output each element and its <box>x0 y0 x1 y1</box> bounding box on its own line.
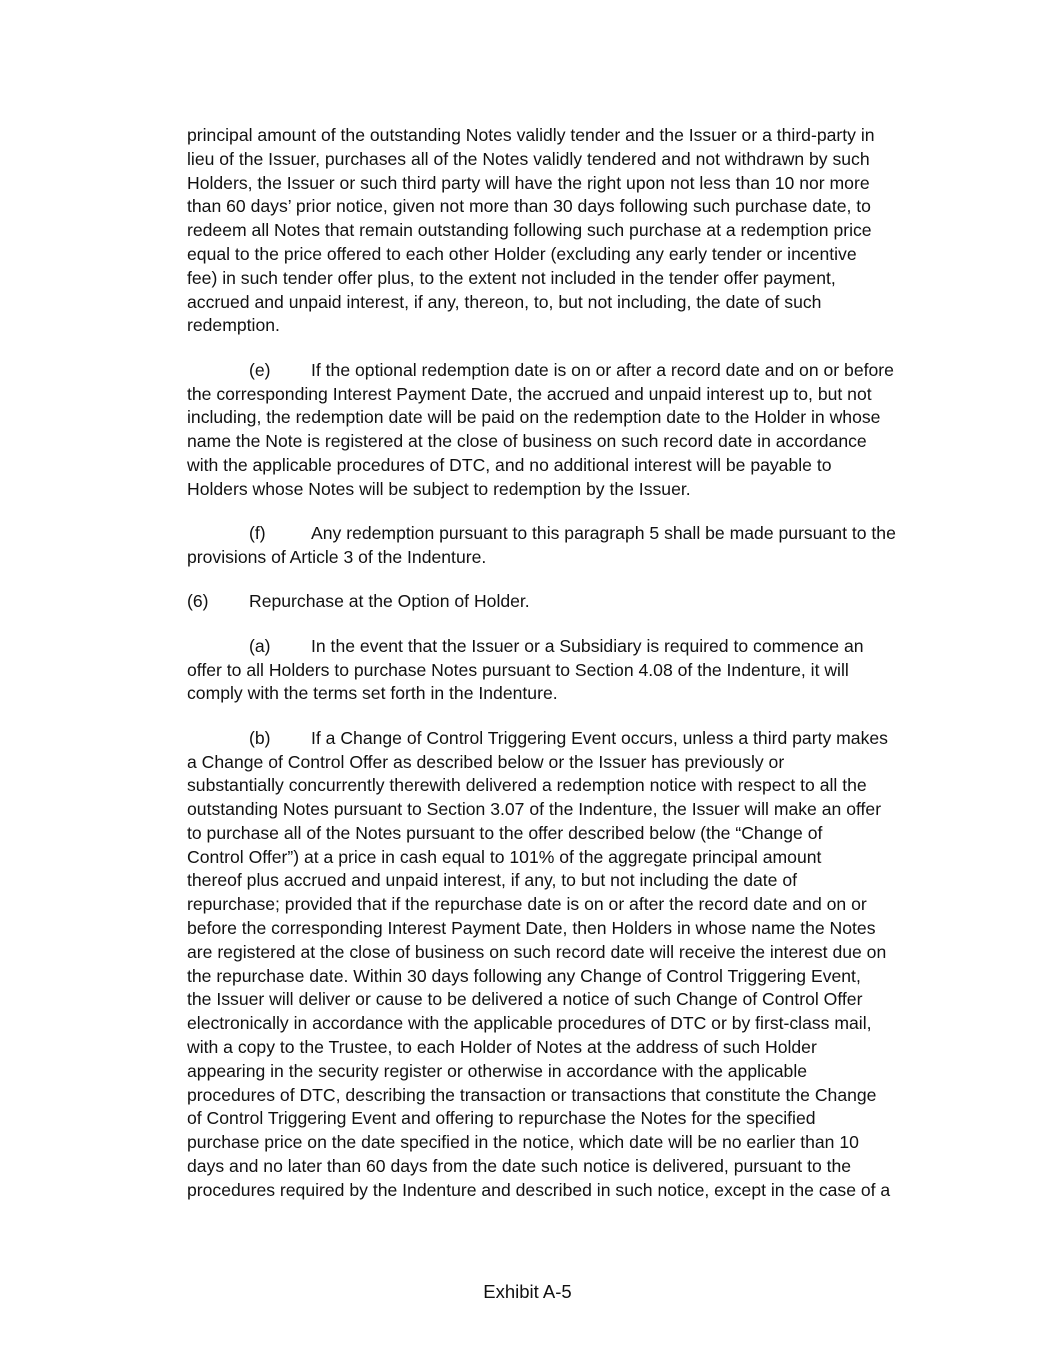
text-line: lieu of the Issuer, purchases all of the Notes validly tendered and not withdrawn by such <box>187 148 870 169</box>
text-line: Control Offer”) at a price in cash equal to 101% of the aggregate principal amount <box>187 846 822 867</box>
text-line: Holders, the Issuer or such third party will have the right upon not less than 10 nor more <box>187 172 870 193</box>
text-line: before the corresponding Interest Payment Date, then Holders in whose name the Notes <box>187 918 876 939</box>
paragraph-e <box>187 359 935 502</box>
page-footer: Exhibit A-5 <box>483 1281 572 1302</box>
paragraph-first-line <box>187 727 935 751</box>
paragraph-first-line <box>187 359 935 383</box>
text-line: to purchase all of the Notes pursuant to the offer described below (the “Change of <box>187 822 823 843</box>
paragraph-label: (e) <box>249 359 271 380</box>
text-line: principal amount of the outstanding Notes validly tender and the Issuer or a third-party in <box>187 125 875 145</box>
paragraph-a <box>187 635 935 706</box>
text-line: of Control Triggering Event and offering to repurchase the Notes for the specified <box>187 1108 816 1129</box>
text-line: accrued and unpaid interest, if any, thereon, to, but not including, the date of such <box>187 291 822 312</box>
text-line: redemption. <box>187 315 280 336</box>
paragraph-label: (f) <box>249 523 266 544</box>
text-line: electronically in accordance with the applicable procedures of DTC or by first-class mail, <box>187 1013 872 1034</box>
paragraph-first-line <box>187 635 935 659</box>
text-line: the corresponding Interest Payment Date, the accrued and unpaid interest up to, but not <box>187 383 872 404</box>
text-line: thereof plus accrued and unpaid interest, if any, to but not including the date of <box>187 870 797 891</box>
text-line: name the Note is registered at the close of business on such record date in accordance <box>187 431 867 452</box>
text-line: including, the redemption date will be paid on the redemption date to the Holder in whose <box>187 407 881 428</box>
paragraph-f <box>187 522 935 570</box>
text-line: days and no later than 60 days from the date such notice is delivered, pursuant to the <box>187 1156 852 1177</box>
text-line: procedures required by the Indenture and described in such notice, except in the case of a <box>187 1179 891 1200</box>
text-line: with a copy to the Trustee, to each Holder of Notes at the address of such Holder <box>187 1037 817 1058</box>
text-line: redeem all Notes that remain outstanding following such purchase at a redemption price <box>187 220 872 241</box>
text-line: purchase price on the date specified in the notice, which date will be no earlier than 10 <box>187 1132 859 1153</box>
section-number: (6) <box>187 591 209 612</box>
text-line: outstanding Notes pursuant to Section 3.07 of the Indenture, the Issuer will make an offer <box>187 799 882 820</box>
text-line: provisions of Article 3 of the Indenture. <box>187 546 487 567</box>
text-line: the Issuer will deliver or cause to be delivered a notice of such Change of Control Offer <box>187 989 863 1010</box>
section-heading <box>187 590 935 614</box>
text-line: Holders whose Notes will be subject to redemption by the Issuer. <box>187 478 691 499</box>
text-line: If a Change of Control Triggering Event occurs, unless a third party makes <box>311 727 888 748</box>
text-line: substantially concurrently therewith delivered a redemption notice with respect to all the <box>187 775 867 796</box>
text-line: If the optional redemption date is on or after a record date and on or before <box>311 359 894 380</box>
paragraph-first-line <box>187 522 935 546</box>
text-line: the repurchase date. Within 30 days following any Change of Control Triggering Event, <box>187 965 861 986</box>
text-line: a Change of Control Offer as described below or the Issuer has previously or <box>187 751 785 772</box>
text-line: with the applicable procedures of DTC, and no additional interest will be payable to <box>187 454 832 475</box>
text-line: repurchase; provided that if the repurchase date is on or after the record date and on or <box>187 894 867 915</box>
text-line: offer to all Holders to purchase Notes pursuant to Section 4.08 of the Indenture, it will <box>187 659 849 680</box>
paragraph-continuation <box>187 124 935 338</box>
paragraph-label: (b) <box>249 727 271 748</box>
section-title: Repurchase at the Option of Holder. <box>249 591 530 612</box>
text-line: than 60 days’ prior notice, given not more than 30 days following such purchase date, to <box>187 196 871 217</box>
paragraph-label: (a) <box>249 635 271 656</box>
paragraph-b <box>187 727 935 1203</box>
text-line: are registered at the close of business on such record date will receive the interest due on <box>187 941 887 962</box>
text-line: fee) in such tender offer plus, to the extent not included in the tender offer payment, <box>187 267 836 288</box>
text-line: appearing in the security register or otherwise in accordance with the applicable <box>187 1060 808 1081</box>
text-line: equal to the price offered to each other Holder (excluding any early tender or incentive <box>187 243 857 264</box>
text-line: procedures of DTC, describing the transaction or transactions that constitute the Change <box>187 1084 877 1105</box>
section-heading-6 <box>187 590 935 614</box>
text-line: Any redemption pursuant to this paragraph 5 shall be made pursuant to the <box>311 523 896 544</box>
text-line: comply with the terms set forth in the Indenture. <box>187 683 558 704</box>
text-line: In the event that the Issuer or a Subsidiary is required to commence an <box>311 635 864 656</box>
document-body <box>187 124 935 1203</box>
